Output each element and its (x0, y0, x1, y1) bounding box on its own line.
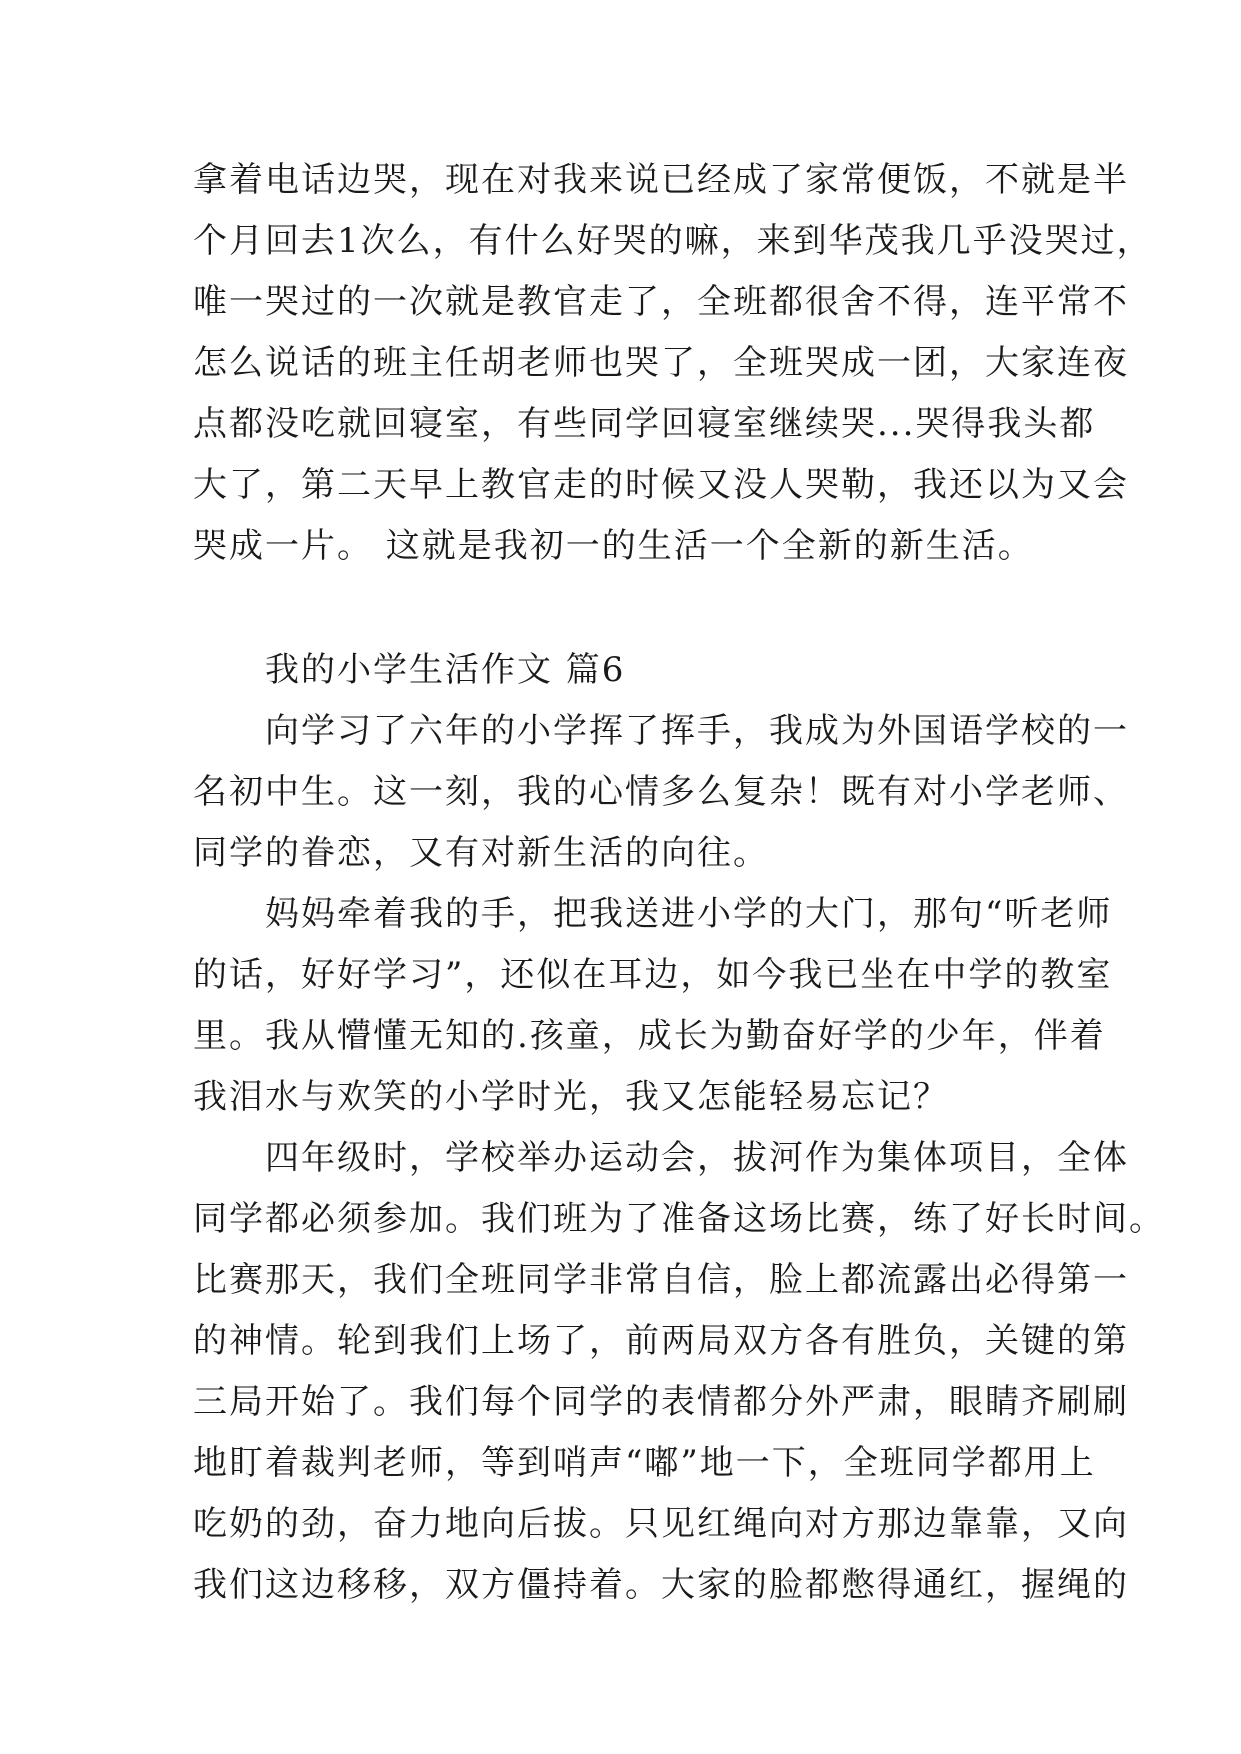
text-line: 名初中生。这一刻，我的心情多么复杂！既有对小学老师、 (193, 772, 1129, 812)
text-line: 的话，好好学习”，还似在耳边，如今我已坐在中学的教室 (193, 955, 1113, 995)
text-line: 的神情。轮到我们上场了，前两局双方各有胜负，关键的第 (193, 1321, 1129, 1361)
text-line: 地盯着裁判老师，等到哨声“嘟”地一下，全班同学都用上 (193, 1443, 1096, 1483)
section-title: 我的小学生活作文 篇6 (193, 650, 626, 690)
text-line: 个月回去1次么，有什么好哭的嘛，来到华茂我几乎没哭过， (193, 221, 1153, 261)
text-line: 我们这边移移，双方僵持着。大家的脸都憋得通红，握绳的 (193, 1565, 1129, 1605)
text-line: 拿着电话边哭，现在对我来说已经成了家常便饭，不就是半 (193, 160, 1129, 200)
text-line: 怎么说话的班主任胡老师也哭了，全班哭成一团，大家连夜 (193, 343, 1129, 383)
section-gap (193, 577, 1053, 640)
text-line: 同学都必须参加。我们班为了准备这场比赛，练了好长时间。 (193, 1199, 1165, 1239)
text-line: 三局开始了。我们每个同学的表情都分外严肃，眼睛齐刷刷 (193, 1382, 1129, 1422)
text-line: 四年级时，学校举办运动会，拔河作为集体项目，全体 (193, 1138, 1129, 1178)
text-line: 点都没吃就回寝室，有些同学回寝室继续哭...哭得我头都 (193, 404, 1096, 444)
text-line: 比赛那天，我们全班同学非常自信，脸上都流露出必得第一 (193, 1260, 1129, 1300)
previous-section-text (193, 150, 1153, 577)
text-line: 唯一哭过的一次就是教官走了，全班都很舍不得，连平常不 (193, 282, 1129, 322)
text-line: 吃奶的劲，奋力地向后拔。只见红绳向对方那边靠靠，又向 (193, 1504, 1129, 1544)
text-line: 大了，第二天早上教官走的时候又没人哭勒，我还以为又会 (193, 465, 1129, 505)
text-line: 里。我从懵懂无知的.孩童，成长为勤奋好学的少年，伴着 (193, 1016, 1106, 1056)
text-line: 向学习了六年的小学挥了挥手，我成为外国语学校的一 (193, 711, 1129, 751)
document-page (193, 150, 1165, 1616)
section-body-text (193, 701, 1165, 1616)
text-line: 我泪水与欢笑的小学时光，我又怎能轻易忘记？ (193, 1077, 949, 1117)
text-line: 妈妈牵着我的手，把我送进小学的大门，那句“听老师 (193, 894, 1113, 934)
text-line: 哭成一片。 这就是我初一的生活一个全新的新生活。 (193, 526, 1034, 566)
text-line: 同学的眷恋，又有对新生活的向往。 (193, 833, 769, 873)
